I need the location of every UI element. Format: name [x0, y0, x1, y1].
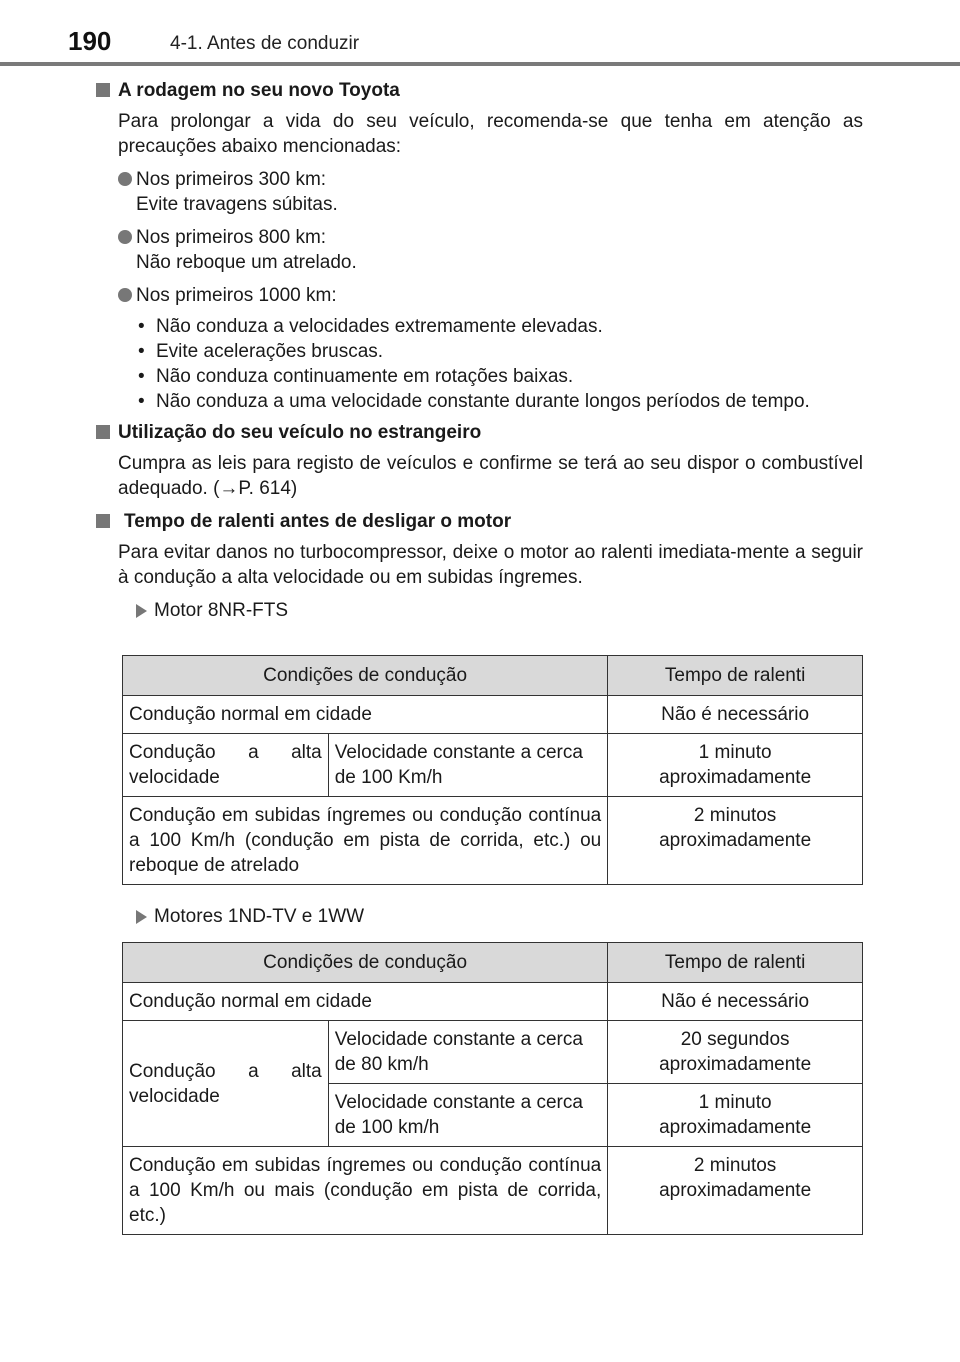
square-bullet-icon: [96, 83, 110, 97]
list-item-title: Nos primeiros 1000 km:: [136, 285, 337, 306]
list-item: [118, 283, 863, 308]
list-item: [118, 167, 863, 217]
triangle-arrow-icon: [136, 910, 147, 924]
ralenti-text: Para evitar danos no turbocompressor, deixe o motor ao ralenti imediata-mente a seguir à condução a alta velocidade ou em subidas íngremes.: [118, 542, 863, 588]
circle-bullet-icon: [118, 288, 132, 302]
list-item: [118, 225, 863, 275]
heading-text: Tempo de ralenti antes de desligar o motor: [124, 511, 512, 532]
page-header: [0, 0, 960, 66]
estrangeiro-text: Cumpra as leis para registo de veículos e confirme se terá ao seu dispor o combustível adequado. (→P. 614): [118, 453, 863, 499]
heading-ralenti: [96, 509, 863, 534]
sub-list-item: • Evite acelerações bruscas.: [138, 341, 384, 362]
square-bullet-icon: [96, 514, 110, 528]
idle-table-1nd-1ww: [122, 942, 863, 1235]
sub-list-item: • Não conduza a uma velocidade constante durante longos períodos de tempo.: [138, 391, 810, 412]
table-row: Condução a alta velocidade Velocidade constante a cerca de 100 Km/h 1 minuto aproximadamente: [123, 734, 863, 797]
circle-bullet-icon: [118, 172, 132, 186]
list-item-title: Nos primeiros 300 km:: [136, 169, 327, 190]
square-bullet-icon: [96, 425, 110, 439]
idle-table-8nr: [122, 655, 863, 885]
table-row: Condução a alta velocidade Velocidade constante a cerca de 80 km/h 20 segundos aproximadamente: [123, 1021, 863, 1084]
col-header: Tempo de ralenti: [608, 656, 863, 696]
rodagem-intro: Para prolongar a vida do seu veículo, recomenda-se que tenha em atenção as precauções abaixo mencionadas:: [118, 111, 863, 157]
col-header: Tempo de ralenti: [608, 943, 863, 983]
table-row: Condução normal em cidade Não é necessário: [123, 983, 863, 1021]
heading-rodagem: [96, 78, 863, 103]
table-row: Condução normal em cidade Não é necessário: [123, 696, 863, 734]
list-item-title: Nos primeiros 800 km:: [136, 227, 327, 248]
triangle-arrow-icon: [136, 604, 147, 618]
section-title: 4-1. Antes de conduzir: [170, 33, 360, 54]
heading-text: Utilização do seu veículo no estrangeiro: [118, 422, 482, 443]
page-number: 190: [68, 26, 112, 56]
sub-list-item: • Não conduza continuamente em rotações baixas.: [138, 366, 574, 387]
heading-estrangeiro: [96, 420, 863, 445]
list-item-text: Não reboque um atrelado.: [136, 252, 357, 273]
heading-text: A rodagem no seu novo Toyota: [118, 80, 400, 101]
table-row: Condução em subidas íngremes ou condução contínua a 100 Km/h (condução em pista de corrida, etc.) ou reboque de atrelado 2 minutos aproximadamente: [123, 797, 863, 885]
sub-list: [136, 314, 863, 414]
table-row: Velocidade constante a cerca de 100 km/h 1 minuto aproximadamente: [123, 1084, 863, 1147]
list-item-text: Evite travagens súbitas.: [136, 194, 338, 215]
col-header: Condições de condução: [123, 943, 608, 983]
table-row: Condução em subidas íngremes ou condução contínua a 100 Km/h ou mais (condução em pista de corrida, etc.) 2 minutos aproximadamente: [123, 1147, 863, 1235]
header-rule: [0, 62, 960, 66]
engine-label: Motor 8NR-FTS: [136, 598, 863, 623]
circle-bullet-icon: [118, 230, 132, 244]
engine-label: Motores 1ND-TV e 1WW: [136, 904, 364, 929]
sub-list-item: • Não conduza a velocidades extremamente elevadas.: [138, 316, 603, 337]
col-header: Condições de condução: [123, 656, 608, 696]
page-content: [96, 78, 863, 623]
